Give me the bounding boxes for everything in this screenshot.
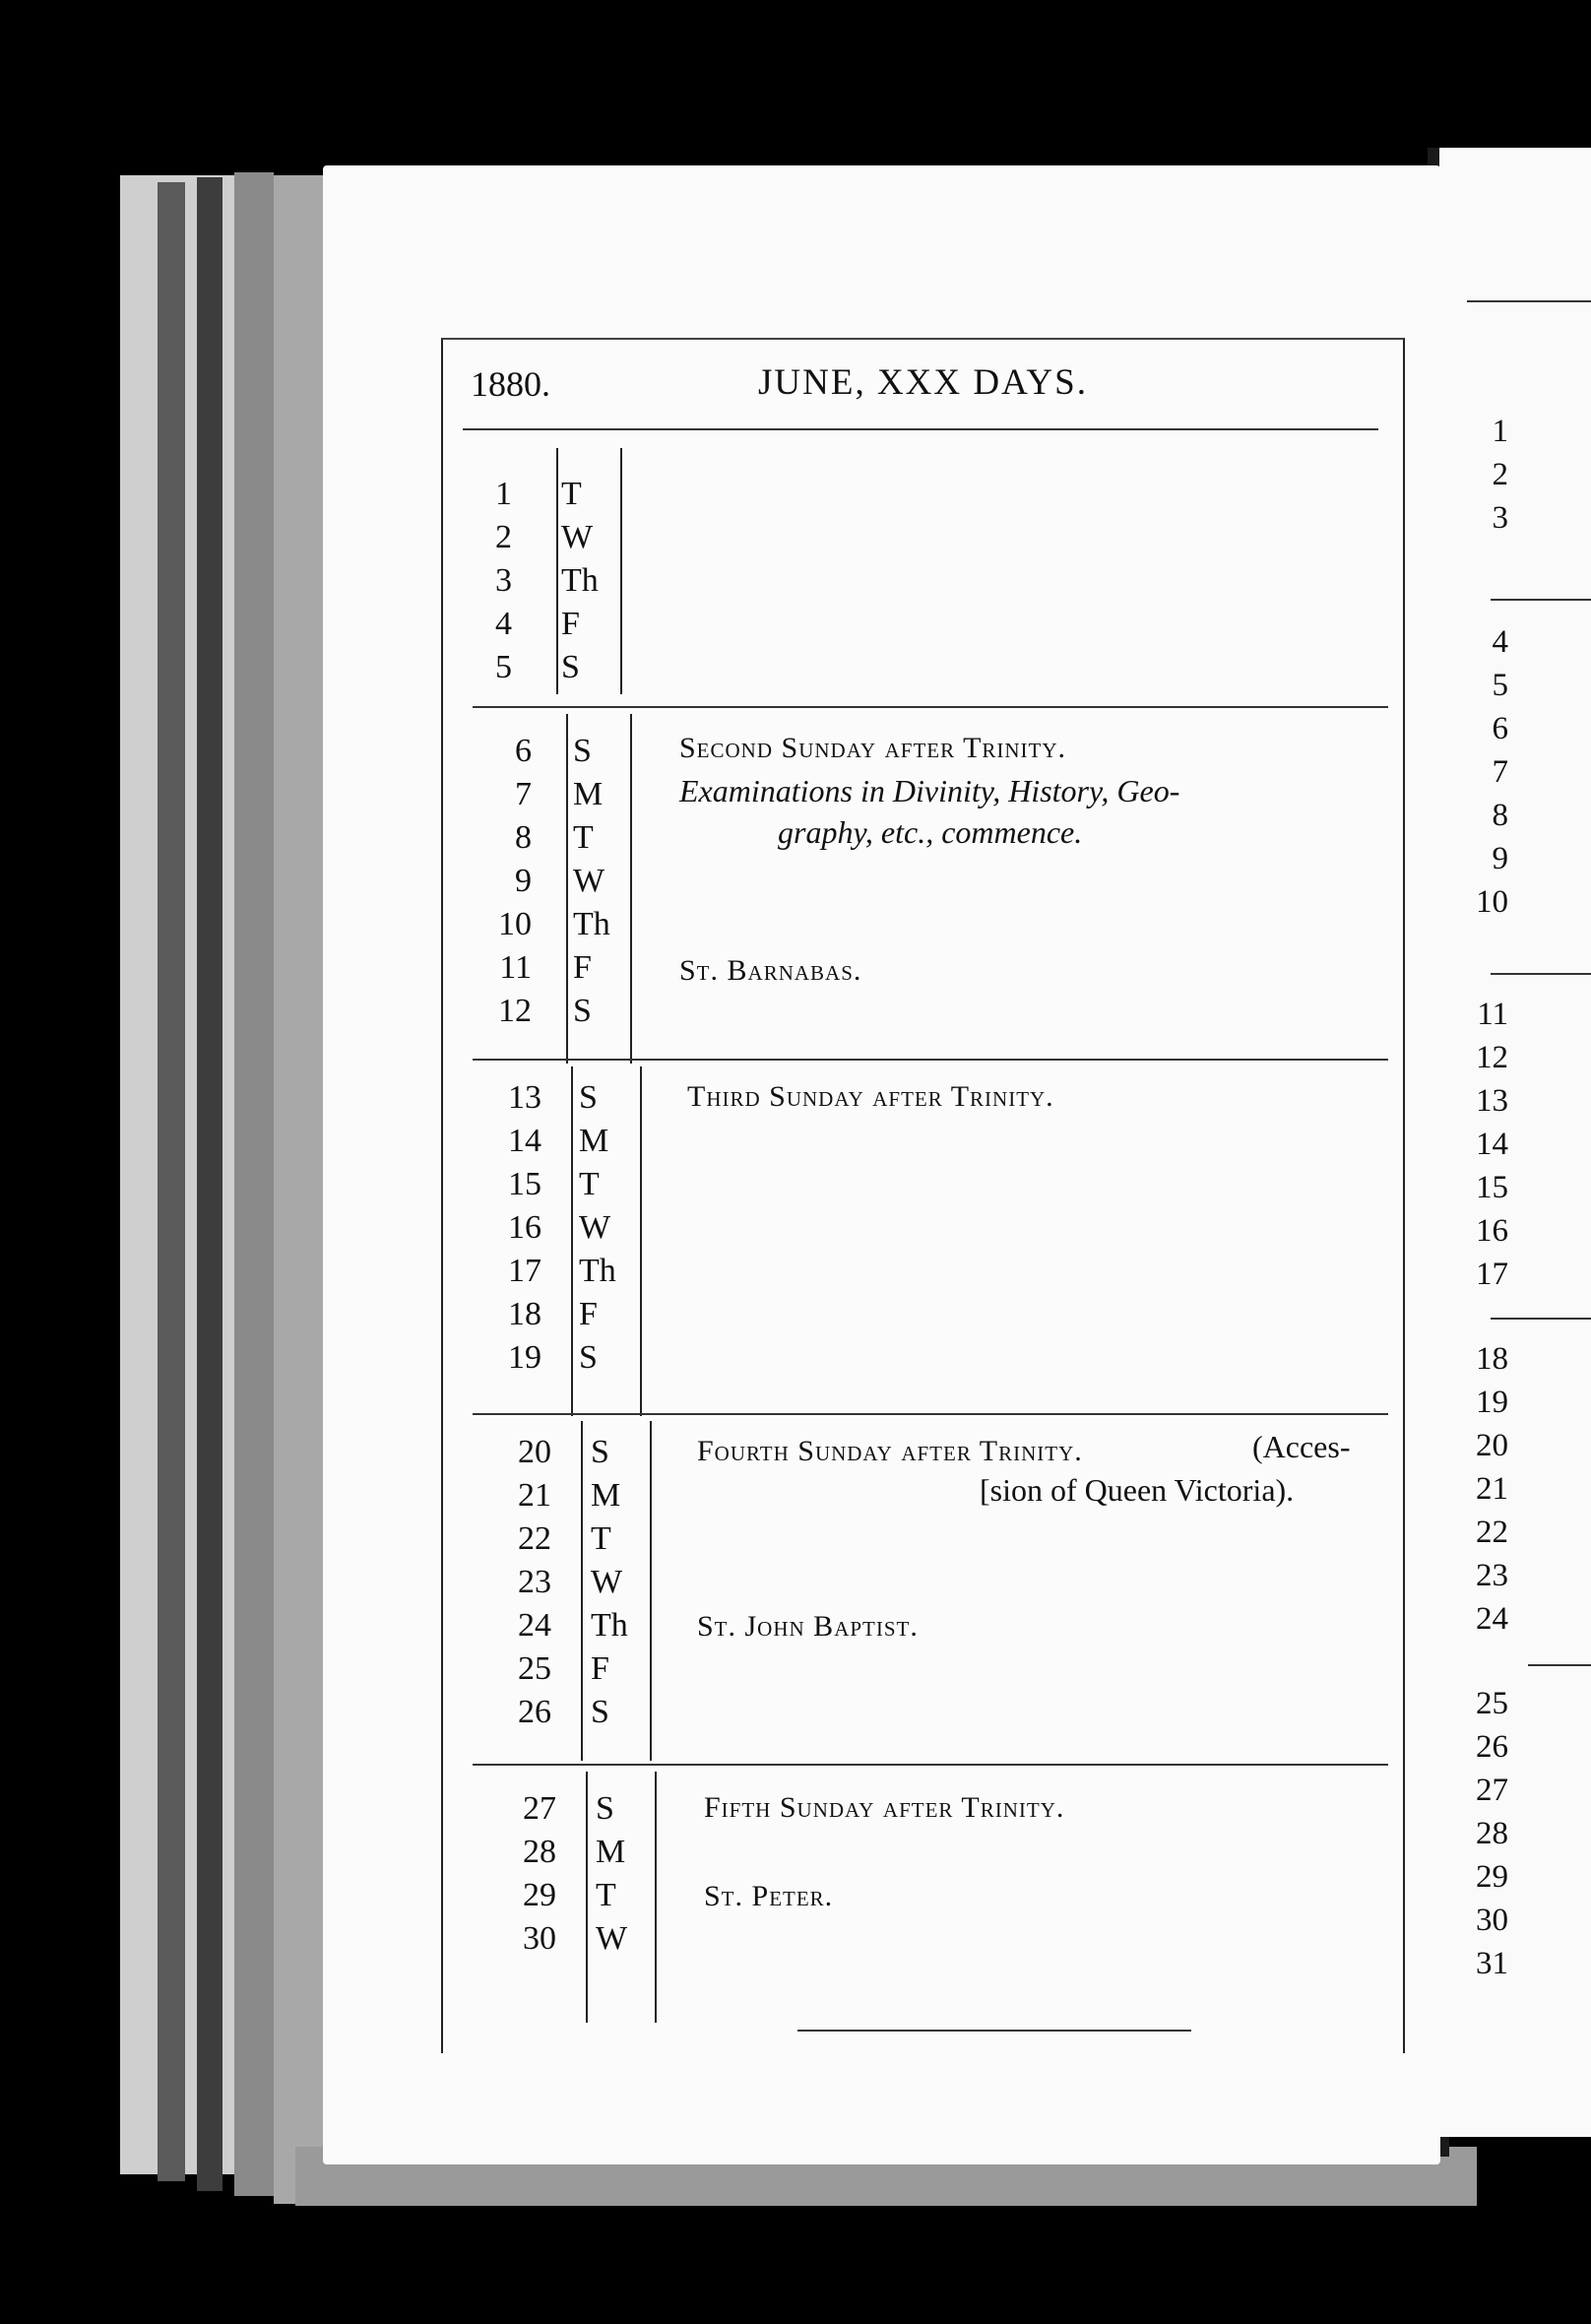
day-number: 13 <box>508 1079 541 1116</box>
day-letter: F <box>561 606 580 642</box>
week-rule <box>473 1764 1388 1766</box>
page-header <box>443 350 1403 419</box>
column-divider <box>571 1066 573 1416</box>
right-page-number: 4 <box>1492 624 1508 660</box>
day-row <box>443 773 630 816</box>
right-page-rule <box>1491 1318 1591 1320</box>
column-divider <box>650 1421 652 1761</box>
right-page-number: 16 <box>1476 1213 1508 1249</box>
day-letter: S <box>579 1339 598 1376</box>
day-letter: S <box>561 649 580 685</box>
observance-note: St. Peter. <box>704 1880 834 1912</box>
day-row <box>443 903 630 946</box>
day-number: 17 <box>508 1253 541 1289</box>
column-divider <box>620 625 622 694</box>
observance-note: Fifth Sunday after Trinity. <box>704 1791 1065 1824</box>
calendar-frame <box>441 338 1405 2053</box>
day-number: 29 <box>523 1877 556 1913</box>
day-number: 26 <box>518 1694 551 1730</box>
day-row <box>443 946 630 990</box>
day-letter: W <box>561 519 594 555</box>
week-rule <box>473 706 1388 708</box>
day-number: 5 <box>495 649 512 685</box>
day-row <box>443 603 620 646</box>
right-page-number: 14 <box>1476 1127 1508 1162</box>
day-letter: T <box>579 1166 600 1202</box>
header-rule <box>463 428 1378 430</box>
day-letter: Th <box>579 1253 616 1289</box>
year-label: 1880. <box>471 364 550 404</box>
right-page-number: 22 <box>1476 1515 1508 1550</box>
day-letter: T <box>561 476 582 512</box>
right-page-number: 24 <box>1476 1601 1508 1637</box>
day-letter: S <box>596 1790 614 1827</box>
month-title: JUNE, XXX DAYS. <box>758 362 1088 403</box>
right-page-number: 25 <box>1476 1686 1508 1721</box>
right-page-number: 6 <box>1492 711 1508 746</box>
day-letter: Th <box>573 906 610 942</box>
right-page-number: 2 <box>1492 457 1508 492</box>
day-number: 15 <box>508 1166 541 1202</box>
day-number: 8 <box>515 819 532 856</box>
day-letter: T <box>596 1877 616 1913</box>
right-page-rule <box>1491 973 1591 975</box>
day-number: 4 <box>495 606 512 642</box>
observance-note: St. John Baptist. <box>697 1610 919 1643</box>
day-number: 21 <box>518 1477 551 1514</box>
day-number: 14 <box>508 1123 541 1159</box>
day-number: 1 <box>495 476 512 512</box>
right-page-number: 27 <box>1476 1773 1508 1808</box>
day-number: 18 <box>508 1296 541 1332</box>
day-number: 25 <box>518 1650 551 1687</box>
right-page-number: 31 <box>1476 1946 1508 1981</box>
day-letter: M <box>596 1834 626 1870</box>
column-divider <box>630 714 632 1064</box>
day-letter: M <box>591 1477 621 1514</box>
week-rule <box>473 1059 1388 1061</box>
book-edge <box>234 172 274 2196</box>
day-number: 11 <box>499 949 532 986</box>
book-edge <box>158 182 185 2181</box>
day-row <box>443 473 620 516</box>
right-page-number: 7 <box>1492 754 1508 790</box>
day-row <box>443 730 630 773</box>
day-letter: F <box>573 949 592 986</box>
right-page-rule <box>1528 1664 1591 1666</box>
right-page-number: 29 <box>1476 1859 1508 1895</box>
day-letter: W <box>591 1564 623 1600</box>
day-number: 6 <box>515 733 532 769</box>
right-page-rule <box>1491 599 1591 601</box>
observance-note: Third Sunday after Trinity. <box>687 1080 1054 1113</box>
day-row <box>443 990 630 1033</box>
column-divider <box>620 448 622 625</box>
day-number: 19 <box>508 1339 541 1376</box>
right-page-number: 1 <box>1492 414 1508 449</box>
day-number: 20 <box>518 1434 551 1470</box>
day-number: 28 <box>523 1834 556 1870</box>
day-letter: Th <box>591 1607 628 1644</box>
right-page-number: 3 <box>1492 500 1508 536</box>
day-number: 16 <box>508 1209 541 1246</box>
right-page-number: 17 <box>1476 1257 1508 1292</box>
day-letter: W <box>573 863 605 899</box>
day-row <box>443 860 630 903</box>
right-page-number: 8 <box>1492 798 1508 833</box>
day-letter: T <box>573 819 594 856</box>
observance-note: Second Sunday after Trinity. <box>679 732 1067 764</box>
right-page-number: 9 <box>1492 841 1508 876</box>
day-number: 10 <box>498 906 532 942</box>
day-number: 22 <box>518 1520 551 1557</box>
day-letter: W <box>579 1209 611 1246</box>
day-number: 7 <box>515 776 532 812</box>
observance-note: (Acces- <box>1252 1429 1351 1464</box>
day-letter: W <box>596 1920 628 1957</box>
day-letter: Th <box>561 562 599 599</box>
day-number: 27 <box>523 1790 556 1827</box>
day-row <box>443 646 620 689</box>
week-block <box>443 448 1403 642</box>
observance-note: St. Barnabas. <box>679 954 862 987</box>
day-letter: F <box>591 1650 609 1687</box>
day-letter: T <box>591 1520 611 1557</box>
book-edge <box>197 177 223 2191</box>
right-page <box>1439 148 1591 2137</box>
day-letter: S <box>573 993 592 1029</box>
week-rule <box>473 1413 1388 1415</box>
book-edge <box>274 175 323 2204</box>
right-page-number: 18 <box>1476 1341 1508 1377</box>
day-letter: M <box>573 776 604 812</box>
day-row <box>443 559 620 603</box>
right-page-number: 19 <box>1476 1385 1508 1420</box>
day-number: 23 <box>518 1564 551 1600</box>
day-number: 2 <box>495 519 512 555</box>
day-number: 9 <box>515 863 532 899</box>
column-divider <box>581 1421 583 1761</box>
column-divider <box>586 1772 588 2023</box>
observance-note: Examinations in Divinity, History, Geo- <box>679 773 1180 808</box>
day-row <box>443 816 630 860</box>
day-row <box>443 516 620 559</box>
right-page-number: 5 <box>1492 668 1508 703</box>
right-page-number: 30 <box>1476 1903 1508 1938</box>
day-number: 30 <box>523 1920 556 1957</box>
right-page-number: 12 <box>1476 1040 1508 1075</box>
right-page-number: 13 <box>1476 1083 1508 1119</box>
column-divider <box>640 1066 642 1416</box>
day-letter: S <box>573 733 592 769</box>
right-page-rule <box>1467 300 1591 302</box>
observance-note: Fourth Sunday after Trinity. <box>697 1435 1083 1467</box>
right-page-number: 10 <box>1476 884 1508 920</box>
day-number: 12 <box>498 993 532 1029</box>
observance-note: [sion of Queen Victoria). <box>980 1472 1295 1508</box>
day-letter: S <box>591 1434 609 1470</box>
day-letter: F <box>579 1296 598 1332</box>
right-page-number: 11 <box>1477 997 1508 1032</box>
day-letter: S <box>579 1079 598 1116</box>
column-divider <box>556 625 558 694</box>
right-page-number: 23 <box>1476 1558 1508 1593</box>
right-page-number: 26 <box>1476 1729 1508 1765</box>
day-number: 24 <box>518 1607 551 1644</box>
right-page-number: 28 <box>1476 1816 1508 1851</box>
column-divider <box>655 1772 657 2023</box>
right-page-number: 15 <box>1476 1170 1508 1205</box>
observance-note: graphy, etc., commence. <box>778 814 1083 850</box>
day-letter: S <box>591 1694 609 1730</box>
right-page-number: 20 <box>1476 1428 1508 1463</box>
day-number: 3 <box>495 562 512 599</box>
day-letter: M <box>579 1123 609 1159</box>
calendar-page <box>323 165 1440 2164</box>
week-rule <box>797 2030 1191 2032</box>
right-page-number: 21 <box>1476 1471 1508 1507</box>
